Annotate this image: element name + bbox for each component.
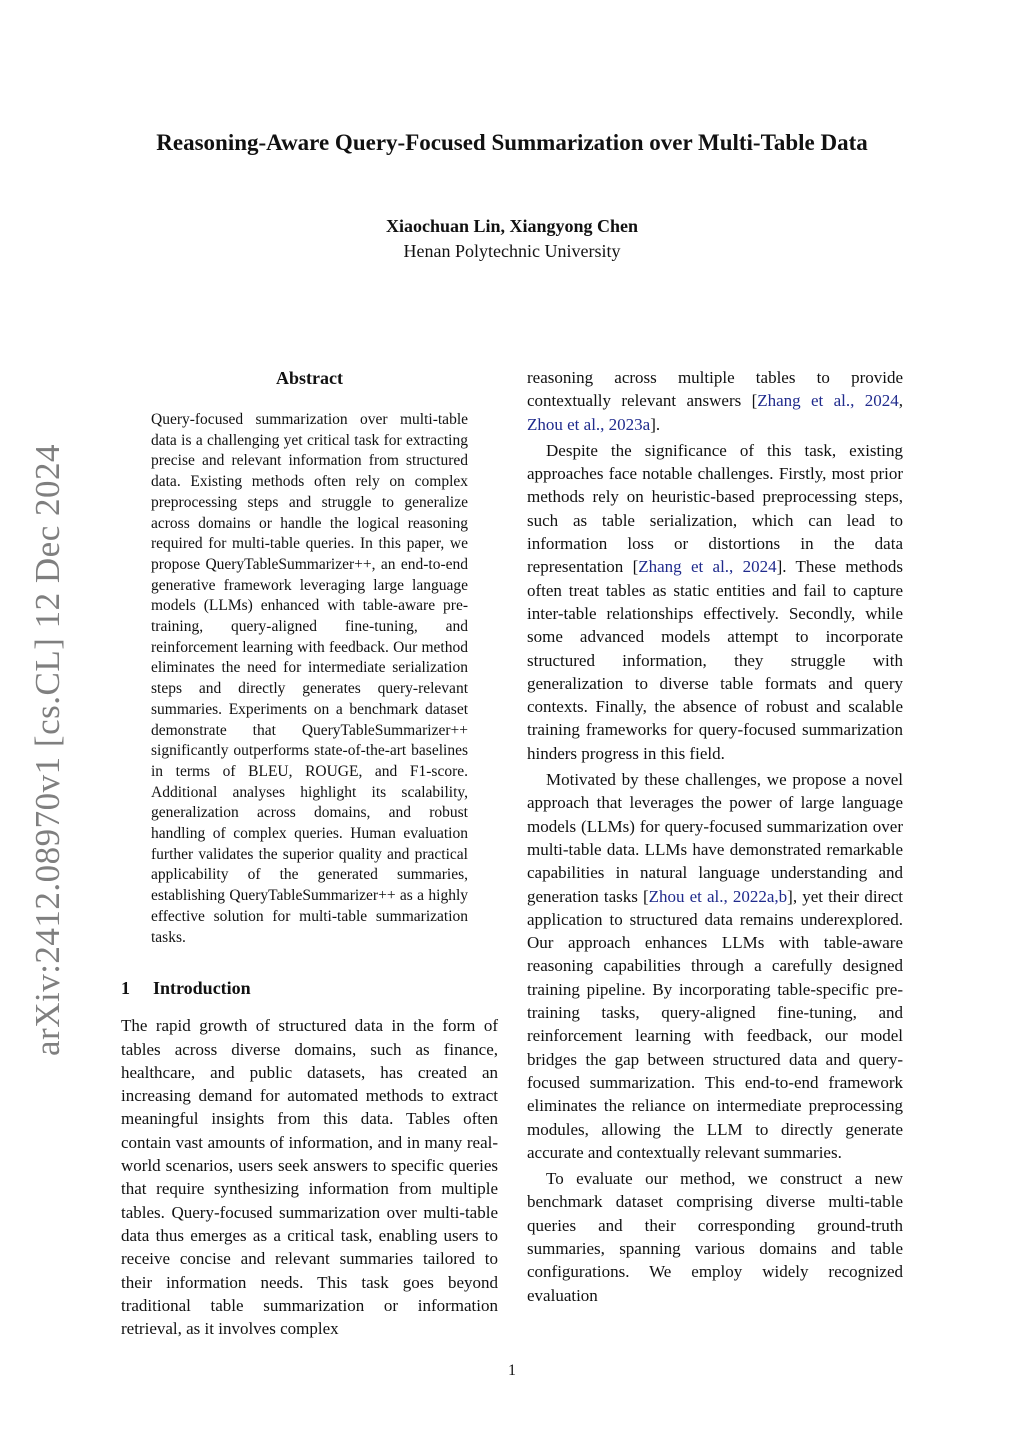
paragraph-text: Despite the significance of this task, existing approaches face notable challenges. Firstly, most prior methods rely on heuristic-based preprocessing steps, such as table serialization, which can lead to information loss or distortions in the data representation [ [527, 440, 903, 577]
citation-link[interactable]: Zhou et al., 2022a,b [648, 886, 788, 906]
arxiv-side-stamp: arXiv:2412.08970v1 [cs.CL] 12 Dec 2024 [28, 444, 67, 1056]
citation-link[interactable]: Zhou et al., 2023a [527, 414, 651, 434]
page-number: 1 [508, 1362, 516, 1379]
abstract-text: Query-focused summarization over multi-table data is a challenging yet critical task for extracting precise and relevant information from structured data. Existing methods often rely on complex preprocessing steps and struggle to generalize across domains or handle the logical reasoning required for multi-table queries. In this paper, we propose QueryTableSummarizer++, an end-to-end generative framework leveraging large language models (LLMs) enhanced with table-aware pre-training, query-aligned fine-tuning, and reinforcement learning with feedback. Our method eliminates the need for intermediate serialization steps and directly generates query-relevant summaries. Experiments on a benchmark dataset demonstrate that QueryTableSummarizer++ significantly outperforms state-of-the-art baselines in terms of BLEU, ROUGE, and F1-score. Additional analyses highlight its scalability, generalization across domains, and robust handling of complex queries. Human evaluation further validates the superior quality and practical applicability of the generated summaries, establishing QueryTableSummarizer++ as a highly effective solution for multi-table summarization tasks. [151, 411, 468, 946]
intro-paragraph-3 [527, 768, 903, 1164]
section-heading-introduction [121, 976, 498, 1000]
intro-paragraph-1-continued [527, 366, 903, 436]
citation-close: ]. [650, 414, 661, 434]
affiliation: Henan Polytechnic University [403, 241, 621, 261]
citation-link[interactable]: Zhang et al., 2024 [638, 557, 777, 577]
left-column [121, 366, 498, 1340]
paragraph-text: ], yet their direct application to structured data remains underexplored. Our approach enhances LLMs with table-aware reasoning capabilities through a carefully designed training pipeline. By incorporating table-specific pre-training tasks, query-aligned fine-tuning, and reinforcement learning with feedback, our model bridges the gap between structured data and query-focused summarization. This end-to-end framework eliminates the reliance on intermediate preprocessing modules, allowing the LLM to directly generate accurate and contextually relevant summaries. [527, 886, 904, 1162]
intro-paragraph-4: To evaluate our method, we construct a new benchmark dataset comprising diverse multi-table queries and their corresponding ground-truth summaries, spanning various domains and table configurations. We employ widely recognized evaluation [527, 1169, 903, 1305]
paragraph-text: ]. These methods often treat tables as static entities and fail to capture inter-table relationships effectively. Secondly, while some advanced models attempt to incorporate structured information, they struggle with generalization to diverse table formats and query contexts. Finally, the absence of robust and scalable training frameworks for query-focused summarization hinders progress in this field. [527, 557, 904, 763]
intro-paragraph-2 [527, 439, 903, 765]
author-list: Xiaochuan Lin, Xiangyong Chen [385, 216, 639, 236]
citation-link[interactable]: Zhang et al., 2024 [757, 391, 899, 411]
right-column [527, 366, 903, 1307]
citation-separator: , [898, 391, 903, 411]
paper-title: Reasoning-Aware Query-Focused Summarization over Multi-Table Data [156, 130, 868, 155]
intro-paragraph-1: The rapid growth of structured data in the form of tables across diverse domains, such as finance, healthcare, and public datasets, has created an increasing demand for automated methods to extract meaningful insights from this data. Tables often contain vast amounts of information, and in many real-world scenarios, users seek answers to specific queries that require synthesizing information from multiple tables. Query-focused summarization over multi-table data thus emerges as a critical task, enabling users to receive concise and relevant summaries tailored to their information needs. This task goes beyond traditional table summarization or information retrieval, as it involves complex [121, 1016, 498, 1339]
section-number: 1 [121, 978, 130, 999]
paragraph-text: reasoning across multiple tables to provide contextually relevant answers [ [527, 368, 903, 411]
paragraph-text: Motivated by these challenges, we propose a novel approach that leverages the power of large language models (LLMs) for query-focused summarization over multi-table data. LLMs have demonstrated remarkable capabilities in natural language understanding and generation tasks [ [527, 770, 903, 906]
section-title: Introduction [153, 978, 251, 999]
abstract-heading: Abstract [276, 368, 343, 388]
